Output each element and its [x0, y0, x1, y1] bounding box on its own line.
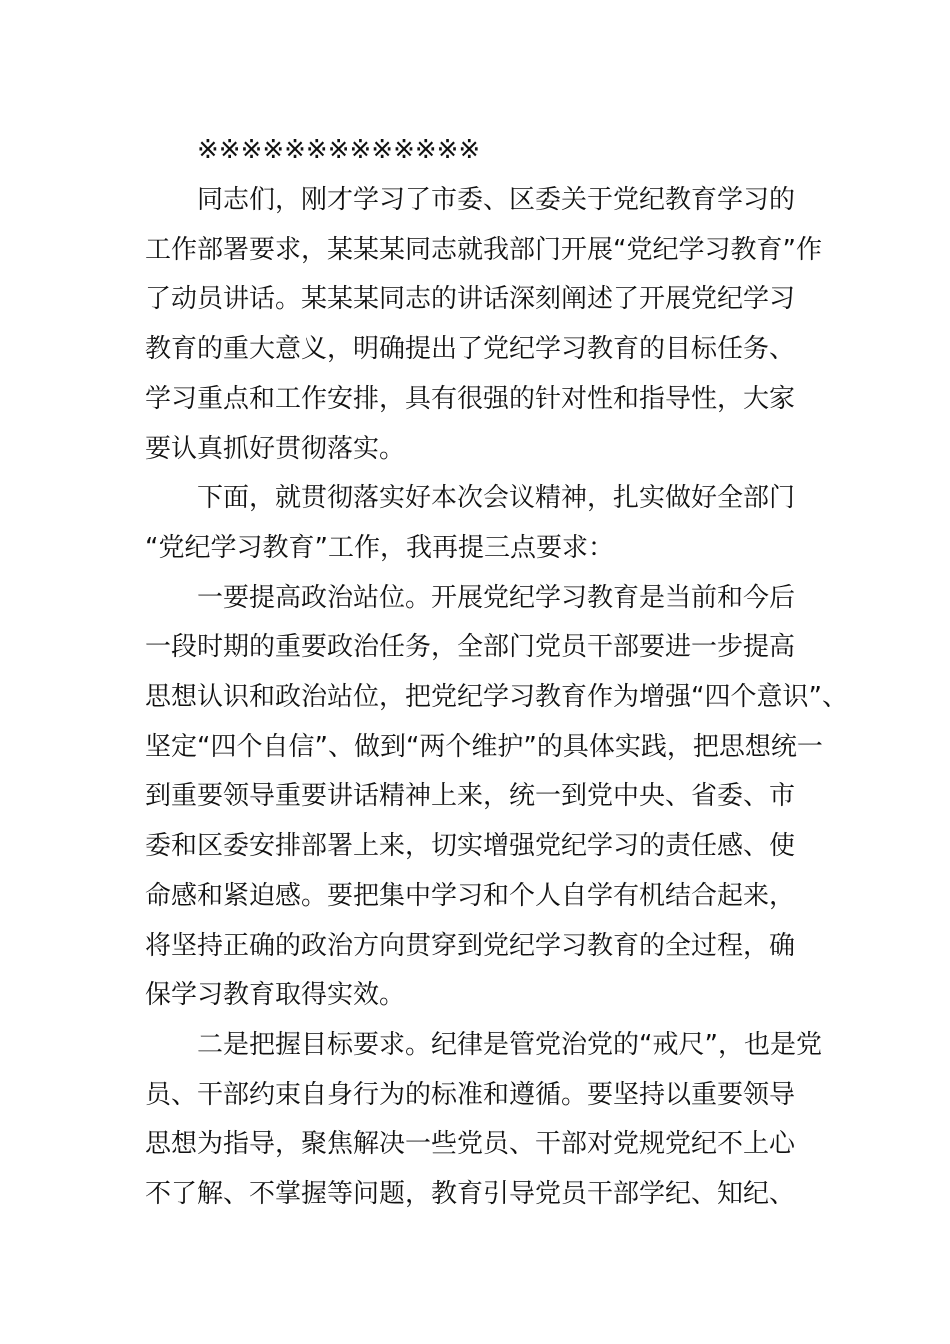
text-line: 一段时期的重要政治任务，全部门党员干部要进一步提高 — [145, 632, 796, 663]
text-line: 员、干部约束自身行为的标准和遵循。要坚持以重要领导 — [145, 1079, 796, 1110]
text-line: “党纪学习教育”工作，我再提三点要求： — [145, 532, 614, 563]
document-heading: ※※※※※※※※※※※※※ — [197, 135, 481, 165]
paragraph-first-line: 同志们，刚才学习了市委、区委关于党纪教育学习的 — [197, 185, 796, 215]
text-line: 思想认识和政治站位，把党纪学习教育作为增强“四个意识”、 — [145, 682, 848, 712]
text-line: 不了解、不掌握等问题，教育引导党员干部学纪、知纪、 — [145, 1179, 796, 1209]
text-line: 坚定“四个自信”、做到“两个维护”的具体实践，把思想统一 — [145, 731, 823, 762]
text-line: 保学习教育取得实效。 — [145, 980, 406, 1011]
text-line: 教育的重大意义，明确提出了党纪学习教育的目标任务、 — [145, 334, 796, 365]
text-line: 要认真抓好贯彻落实。 — [145, 433, 406, 464]
text-line: 到重要领导重要讲话精神上来，统一到党中央、省委、市 — [145, 781, 796, 812]
paragraph-first-line: 二是把握目标要求。纪律是管党治党的“戒尺”，也是党 — [197, 1029, 822, 1060]
text-line: 工作部署要求，某某某同志就我部门开展“党纪学习教育”作 — [145, 234, 822, 265]
text-line: 命感和紧迫感。要把集中学习和个人自学有机结合起来， — [145, 880, 796, 911]
text-line: 委和区委安排部署上来，切实增强党纪学习的责任感、使 — [145, 831, 796, 862]
paragraph-first-line: 下面，就贯彻落实好本次会议精神，扎实做好全部门 — [197, 483, 796, 514]
paragraph-first-line: 一要提高政治站位。开展党纪学习教育是当前和今后 — [197, 582, 796, 613]
text-line: 了动员讲话。某某某同志的讲话深刻阐述了开展党纪学习 — [145, 284, 796, 315]
text-line: 学习重点和工作安排，具有很强的针对性和指导性，大家 — [145, 383, 796, 414]
text-line: 思想为指导，聚焦解决一些党员、干部对党规党纪不上心 — [145, 1129, 796, 1160]
text-line: 将坚持正确的政治方向贯穿到党纪学习教育的全过程，确 — [145, 930, 796, 961]
